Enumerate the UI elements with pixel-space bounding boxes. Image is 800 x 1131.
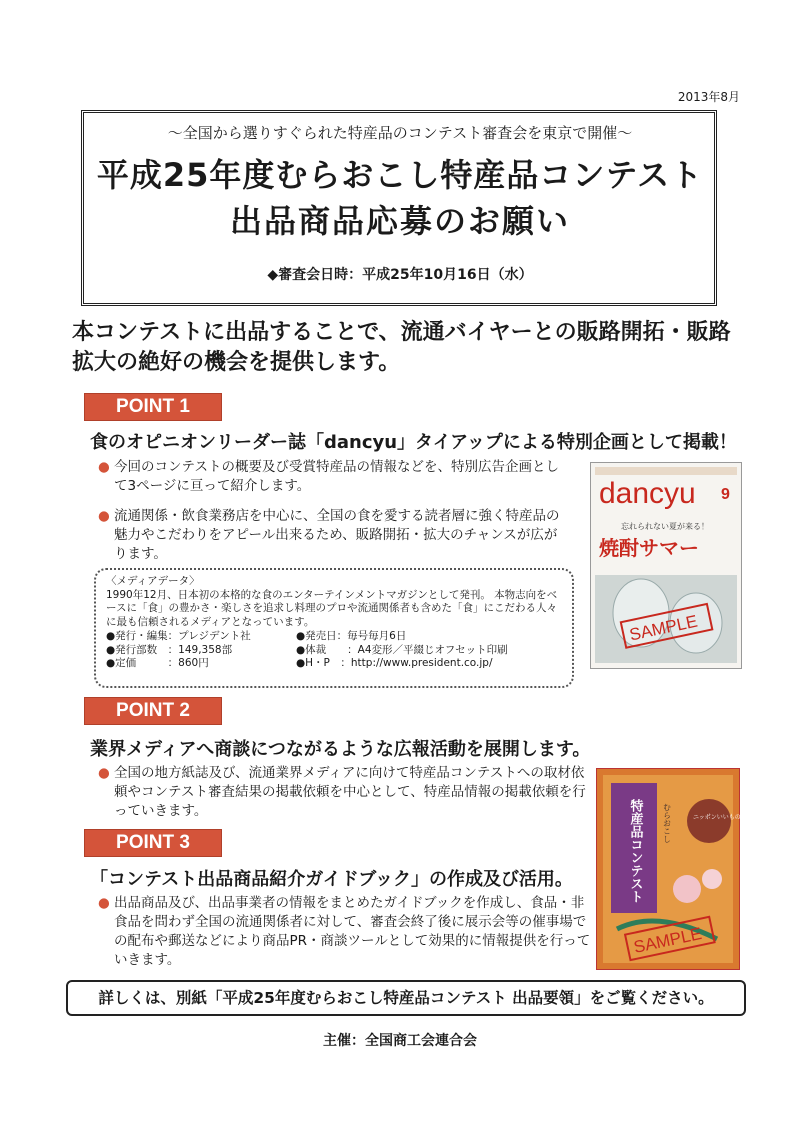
bullet-dot-icon: ● <box>98 459 110 475</box>
magazine-title: dancyu <box>599 477 696 510</box>
point1-bullet-1: ● 今回のコンテストの概要及び受賞特産品の情報などを、特別広告企画として3ページに亘って紹介します。 <box>98 459 559 494</box>
svg-text:SAMPLE: SAMPLE <box>627 611 700 645</box>
media-data-box <box>94 568 574 688</box>
point3-badge: POINT 3 <box>84 829 222 857</box>
point3-bullet-1: ● 出品商品及び、出品事業者の情報をまとめたガイドブックを作成し、食品・非食品を問わず全国の流通関係者に対して、審査会終了後に展示会等の催事場での配布や郵送などにより商品PR・商談ツールとして効果的に情報提供を行っていきます。 <box>98 895 591 968</box>
guidebook-side-label: むらおこし <box>662 803 672 843</box>
bullet-dot-icon: ● <box>98 508 110 524</box>
organizer: 主催：全国商工会連合会 <box>323 1033 477 1049</box>
point1-badge: POINT 1 <box>84 393 222 421</box>
media-fact: ●体裁 ：A4変形／平綴じオフセット印刷 <box>296 643 508 656</box>
point2-badge: POINT 2 <box>84 697 222 725</box>
guidebook-cover-art <box>597 769 765 969</box>
dancyu-magazine-cover <box>590 462 742 669</box>
magazine-cover-art <box>591 463 741 668</box>
media-facts <box>106 630 562 671</box>
lead-text: 本コンテストに出品することで、流通バイヤーとの販路開拓・販路拡大の絶好の機会を提供します。 <box>72 320 731 375</box>
media-fact: ●H・P ：http://www.president.co.jp/ <box>296 657 493 669</box>
guidebook-badge: ニッポンいいもの再発見！ <box>693 814 765 821</box>
magazine-issue: 9 <box>721 486 730 503</box>
point2-bullet-1: ● 全国の地方紙誌及び、流通業界メディアに向けて特産品コンテストへの取材依頼やコンテスト審査結果の掲載依頼を中心として、特産品情報の掲載依頼を行っていきます。 <box>98 765 586 819</box>
magazine-feature: 焼酎サマー <box>599 536 699 560</box>
media-fact: ●定価 ：860円 <box>106 657 209 669</box>
details-notice: 詳しくは、別紙「平成25年度むらおこし特産品コンテスト 出品要領」をご覧ください。 <box>66 980 746 1016</box>
media-fact: ●発行・編集：プレジデント社 <box>106 630 251 642</box>
page-title-line2: 出品商品応募のお願い <box>229 202 570 240</box>
media-fact: ●発売日：毎号毎月6日 <box>296 630 407 642</box>
guidebook-title: 特産品コンテスト <box>627 799 643 903</box>
media-label: 〈メディアデータ〉 <box>106 575 200 587</box>
header-subtitle: ～全国から選りすぐられた特産品のコンテスト審査会を東京で開催～ <box>167 124 633 142</box>
svg-text:SAMPLE: SAMPLE <box>631 923 704 957</box>
document-date: 2013年8月 <box>677 90 740 104</box>
point3-heading: 「コンテスト出品商品紹介ガイドブック」の作成及び活用。 <box>90 869 573 890</box>
guidebook-cover <box>596 768 765 970</box>
media-description: 1990年12月、日本初の本格的な食のエンターテインメントマガジンとして発刊。 本物志向をベースに「食」の豊かさ・楽しさを追求し料理のプロや流通関係者も含めた「食」にこだわる人々に最も信頼されるメディアとなっています。 <box>106 588 558 628</box>
point2-heading: 業界メディアへ商談につながるような広報活動を展開します。 <box>90 739 591 760</box>
media-fact: ●発行部数 ：149,358部 <box>106 643 233 656</box>
bullet-dot-icon: ● <box>98 895 110 911</box>
magazine-tagline: 忘れられない夏が来る！ <box>621 522 709 531</box>
page-title-line1: 平成25年度むらおこし特産品コンテスト <box>96 156 704 194</box>
point1-bullet-2: ● 流通関係・飲食業務店を中心に、全国の食を愛する読者層に強く特産品の魅力やこだわりをアピール出来るため、販路開拓・拡大のチャンスが広がります。 <box>98 508 560 562</box>
jury-date: ◆審査会日時：平成25年10月16日（水） <box>267 267 533 283</box>
point1-heading: 食のオピニオンリーダー誌「dancyu」タイアップによる特別企画として掲載！ <box>90 432 737 453</box>
bullet-dot-icon: ● <box>98 765 110 781</box>
